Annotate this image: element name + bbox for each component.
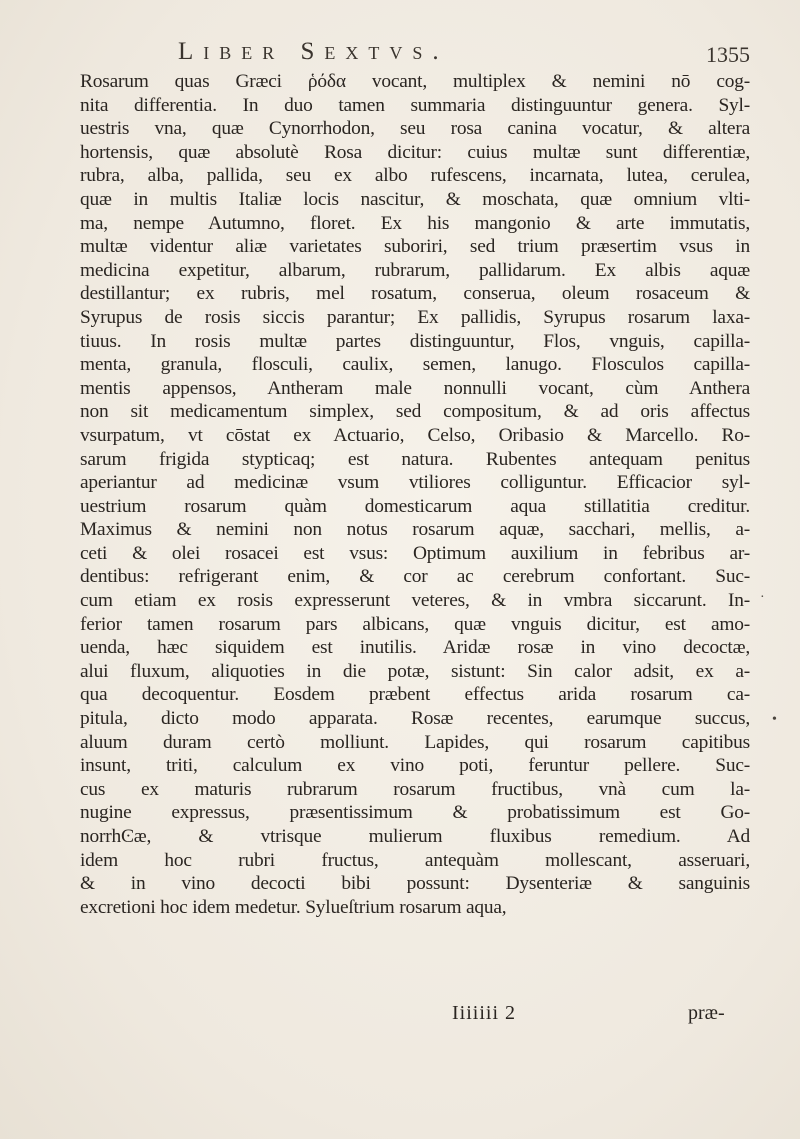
running-title: Liber Sextvs. — [178, 38, 449, 65]
text-line: nugine expressus, præsentissimum & probatissimum est Go- — [80, 802, 750, 824]
text-line: non sit medicamentum simplex, sed compositum, & ad oris affectus — [80, 401, 750, 423]
text-line: pitula, dicto modo apparata. Rosæ recentes, earumque succus, — [80, 708, 750, 730]
signature-mark: Iiiiiii 2 — [452, 1002, 516, 1024]
text-line: tiuus. In rosis multæ partes distinguuntur, Flos, vnguis, capilla- — [80, 330, 750, 352]
text-line: excretioni hoc idem medetur. Sylueſtrium rosarum aqua, — [80, 896, 507, 918]
text-line: ferior tamen rosarum pars albicans, quæ vnguis dicitur, est amo- — [80, 613, 750, 635]
text-line: hortensis, quæ absolutè Rosa dicitur: cuius multæ sunt differentiæ, — [80, 141, 750, 163]
text-line: & in vino decocti bibi possunt: Dysenteriæ & sanguinis — [80, 873, 750, 895]
body-text — [80, 70, 750, 919]
text-line: destillantur; ex rubris, mel rosatum, conserua, oleum rosaceum & — [80, 283, 750, 305]
text-line: ceti & olei rosacei est vsus: Optimum auxilium in febribus ar- — [80, 542, 750, 564]
text-line: dentibus: refrigerant enim, & cor ac cerebrum confortant. Suc- — [80, 566, 750, 588]
catchword: præ- — [688, 1002, 725, 1024]
text-line: quæ in multis Italiæ locis nascitur, & moschata, quæ omnium vlti- — [80, 188, 750, 210]
text-line: medicina expetitur, albarum, rubrarum, pallidarum. Ex albis aquæ — [80, 259, 750, 281]
text-line: Maximus & nemini non notus rosarum aquæ, sacchari, mellis, a- — [80, 519, 750, 541]
text-line: Syrupus de rosis siccis parantur; Ex pallidis, Syrupus rosarum laxa- — [80, 306, 750, 328]
text-line: mentis appensos, Antheram male nonnulli vocant, cùm Anthera — [80, 377, 750, 399]
text-line: idem hoc rubri fructus, antequàm mollescant, asseruari, — [80, 849, 750, 871]
text-line: qua decoquentur. Eosdem præbent effectus arida rosarum ca- — [80, 684, 750, 706]
running-head — [0, 38, 800, 68]
text-line: nita differentia. In duo tamen summaria distinguuntur genera. Syl- — [80, 94, 750, 116]
text-line: aperiantur ad medicinæ vsum vtiliores colliguntur. Efficacior syl- — [80, 472, 750, 494]
text-line: vsurpatum, vt cōstat ex Actuario, Celso, Oribasio & Marcello. Ro- — [80, 424, 750, 446]
text-line: norrhϾæ, & vtrisque mulierum fluxibus remedium. Ad — [80, 826, 750, 847]
margin-speck: • — [772, 712, 777, 727]
text-line: cus ex maturis rubrarum rosarum fructibus, vnà cum la- — [80, 778, 750, 800]
text-line: menta, granula, flosculi, caulix, semen, lanugo. Flosculos capilla- — [80, 354, 750, 376]
page-number: 1355 — [706, 42, 750, 67]
text-line: uestris vna, quæ Cynorrhodon, seu rosa canina vocatur, & altera — [80, 118, 750, 140]
text-line: insunt, triti, calculum ex vino poti, feruntur pellere. Suc- — [80, 755, 750, 777]
text-line: ma, nempe Autumno, floret. Ex his mangonio & arte immutatis, — [80, 212, 750, 234]
text-line: multæ videntur aliæ varietates suboriri, sed trium præsertim vsus in — [80, 236, 750, 258]
text-line: uenda, hæc siquidem est inutilis. Aridæ rosæ in vino decoctæ, — [80, 637, 750, 659]
text-line: aluum duram certò molliunt. Lapides, qui rosarum capitibus — [80, 731, 750, 753]
text-line: rubra, alba, pallida, seu ex albo rufescens, incarnata, lutea, cerulea, — [80, 165, 750, 187]
text-line: sarum frigida stypticaq; est natura. Rubentes antequam penitus — [80, 448, 750, 470]
text-line: uestrium rosarum quàm domesticarum aqua stillatitia creditur. — [80, 495, 750, 517]
text-line: cum etiam ex rosis expresserunt veteres, & in vmbra siccarunt. In- — [80, 590, 750, 612]
text-line: alui fluxum, aliquoties in die potæ, sistunt: Sin calor adsit, ex a- — [80, 660, 750, 682]
margin-speck: · — [760, 590, 765, 605]
text-line: Rosarum quas Græci ῥόδα vocant, multiplex & nemini nō cog- — [80, 71, 750, 92]
